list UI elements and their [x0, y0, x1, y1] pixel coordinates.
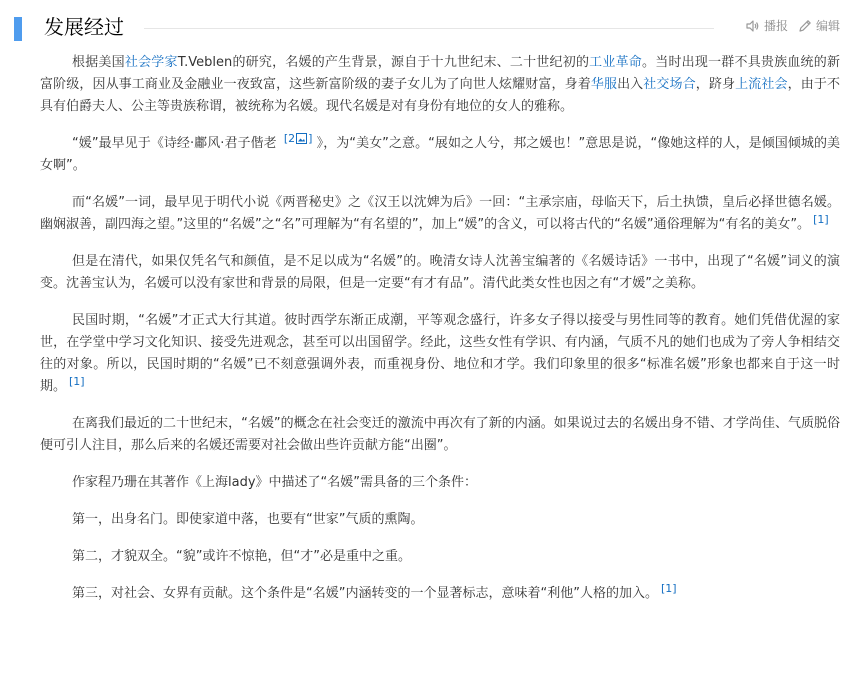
reference-close-bracket: ] [308, 131, 313, 145]
pencil-icon [798, 19, 812, 33]
section-accent-bar [14, 17, 22, 41]
paragraph-text: 在离我们最近的二十世纪末，“名媛”的概念在社会变迁的激流中再次有了新的内涵。如果说过去的名媛出身不错、才学尚佳、气质脱俗便可引人注目，那么后来的名媛还需要对社会做出些许贡献方能“出圈”。 [40, 416, 840, 453]
paragraph [40, 52, 840, 118]
paragraph-text: 出入 [617, 77, 644, 92]
paragraph [40, 472, 840, 494]
paragraph-text: “媛”最早见于《诗经·鄘风·君子偕老 [72, 136, 281, 151]
paragraph [40, 546, 840, 568]
paragraph-text: ，跻身 [695, 77, 736, 92]
inline-link[interactable]: 社会学家 [124, 55, 178, 70]
paragraph [40, 251, 840, 295]
reference-link[interactable]: [1] [813, 212, 829, 226]
article-content [40, 52, 840, 620]
paragraph-text: 。当时出现一群不具贵族血统的新富阶级，因从事工商业及金融业一夜致富，这些新富阶级的妻子女儿为了向世人炫耀财富，身着 [40, 55, 840, 92]
paragraph [40, 509, 840, 531]
paragraph [40, 133, 840, 177]
reference-link[interactable]: [1] [69, 374, 85, 388]
paragraph [40, 310, 840, 398]
paragraph-text: ，由于不具有伯爵夫人、公主等贵族称谓，被统称为名媛。现代名媛是对有身份有地位的女人的雅称。 [40, 77, 840, 114]
header-divider [144, 28, 714, 29]
paragraph-text: 但是在清代，如果仅凭名气和颜值，是不足以成为“名媛”的。晚清女诗人沈善宝编著的《名媛诗话》一书中，出现了“名媛”词义的演变。沈善宝认为，名媛可以没有家世和背景的局限，但是一定要“有才有品”。清代此类女性也因之有“才媛”之美称。 [40, 254, 840, 291]
edit-label: 编辑 [815, 19, 840, 33]
inline-link[interactable]: 工业革命 [589, 55, 643, 70]
paragraph-text: 民国时期，“名媛”才正式大行其道。彼时西学东渐正成潮，平等观念盛行，许多女子得以接受与男性同等的教育。她们凭借优渥的家世，在学堂中学习文化知识、接受先进观念，甚至可以出国留学。经此，这些女性有学识、有内涵，气质不凡的她们也成为了旁人争相结交往的对象。所以，民国时期的“名媛”已不刻意强调外表，而重视身份、地位和才学。我们印象里的很多“标准名媛”形象也都来自于这一时期。 [40, 313, 840, 394]
reference-link[interactable]: [2 ] [283, 131, 313, 145]
edit-button[interactable] [798, 17, 840, 34]
broadcast-button[interactable] [746, 17, 788, 34]
paragraph [40, 192, 840, 236]
reference-image-icon [296, 133, 307, 144]
inline-link[interactable]: 华服 [590, 77, 618, 92]
paragraph-text: 》，为“美女”之意。“展如之人兮，邦之媛也！”意思是说，“像她这样的人，是倾国倾城的美女啊”。 [40, 136, 840, 173]
speaker-icon [746, 19, 760, 33]
broadcast-label: 播报 [763, 19, 788, 33]
paragraph-text: 第一，出身名门。即使家道中落，也要有“世家”气质的熏陶。 [72, 512, 424, 527]
inline-link[interactable]: 上流社会 [735, 77, 788, 92]
paragraph-text: 作家程乃珊在其著作《上海lady》中描述了“名媛”需具备的三个条件： [72, 475, 477, 490]
paragraph-text: T.Veblen的研究，名媛的产生背景，源自于十九世纪末、二十世纪初的 [177, 55, 590, 70]
section-header [14, 9, 840, 41]
section-title: 发展经过 [44, 15, 124, 39]
paragraph [40, 583, 840, 605]
paragraph-text: 根据美国 [72, 55, 125, 70]
paragraph-text: 第二，才貌双全。“貌”或许不惊艳，但“才”必是重中之重。 [72, 549, 411, 564]
paragraph-text: 第三，对社会、女界有贡献。这个条件是“名媛”内涵转变的一个显著标志，意味着“利他”人格的加入。 [72, 586, 658, 601]
header-actions [736, 17, 840, 34]
reference-link[interactable]: [1] [660, 581, 677, 595]
inline-link[interactable]: 社交场合 [643, 77, 696, 92]
paragraph [40, 413, 840, 457]
paragraph-text: 而“名媛”一词，最早见于明代小说《两晋秘史》之《汉王以沈婢为后》一回：“主承宗庙，母临天下，后土执馈，皇后必择世德名媛。幽娴淑善，副四海之望。”这里的“名媛”之“名”可理解为“有名望的”，加上“媛”的含义，可以将古代的“名媛”通俗理解为“有名的美女”。 [40, 195, 840, 232]
